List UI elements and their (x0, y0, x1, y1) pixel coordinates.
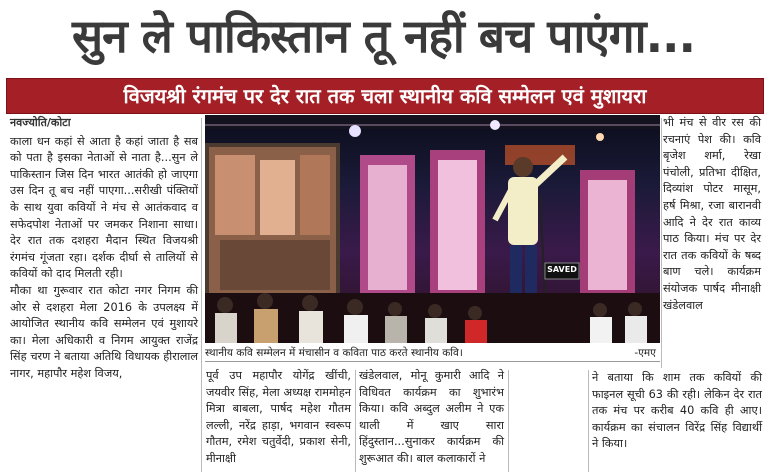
article-column-left (10, 115, 198, 383)
column-divider (355, 370, 356, 472)
column-divider (588, 370, 589, 472)
byline: नवज्योति/कोटा (10, 116, 71, 129)
article-column-bottom-2: खंडेलवाल, मोनू कुमारी आदि ने विधिवत कार्यक्रम का शुभारंभ किया। कवि अब्दुल अलीम ने एक थाली में खाए सारा हिंदुस्तान...सुनाकर कार्यक्रम की शुरूआत की। बाल कलाकारों ने (359, 369, 504, 465)
photo-caption (205, 345, 660, 362)
headline: सुन ले पाकिस्तान तू नहीं बच पाएंगा... (71, 9, 696, 63)
stage-photo-illustration (205, 115, 660, 343)
article-column-bottom-3: ने बताया कि शाम तक कवियों की फाइनल सूची 63 की रही। लेकिन देर रात तक मंच पर करीब 40 कवि ही आए। कार्यक्रम का संचालन विरेंद्र सिंह विद्यार्थी ने किया। (592, 371, 762, 451)
article-column-right: भी मंच से वीर रस की रचनाएं पेश की। कवि बृजेश शर्मा, रेखा पंचोली, प्रतिभा दीक्षित, दिव्यांश पोटर मासूम, हर्ष मिश्रा, रजा बारानवी आदि ने देर रात काव्य पाठ किया। मंच पर देर रात तक कवियों के षब्द बाण चले। कार्यक्रम संयोजक पार्षद मीनाक्षी खंडेलवाल (663, 116, 761, 312)
stage-screen-label: SAVED (547, 265, 577, 274)
photo-caption-text: स्थानीय कवि सम्मेलन में मंचासीन व कविता पाठ करते स्थानीय कवि। (205, 347, 463, 359)
event-photo (205, 115, 660, 343)
column-divider (508, 370, 509, 472)
subheadline: विजयश्री रंगमंच पर देर रात तक चला स्थानीय कवि सम्मेलन एवं मुशायरा (6, 78, 764, 114)
photo-credit: -एमए (634, 347, 656, 359)
column-divider (661, 118, 662, 368)
article-paragraph-1: काला धन कहां से आता है कहां जाता है सब को पता है इसका नेताओं से नाता है...सुन ले पाकिस्तान जिस दिन भारत आतंकी हो जाएगा उस दिन तू बच नहीं पाएगा...सरीखी पंक्तियों के साथ युवा कवियों ने मंच से आतंकवाद व सफेदपोश नेताओं पर जमकर निशाना साधा। देर रात तक दशहरा मैदान स्थित विजयश्री रंगमंच गूंजता रहा। दर्शक दीर्घा से तालियों से कवियों को दाद मिलती रही। (10, 134, 198, 281)
article-paragraph-2: मौका था गुरूवार रात कोटा नगर निगम की ओर से दशहरा मेला 2016 के उपलक्ष्य में आयोजित स्थानीय कवि सम्मेलन एवं मुशायरे का। मेला अधिकारी व निगम आयुक्त राजेंद्र सिंह चरण ने बताया अतिथि विधायक हीरालाल नागर, महापौर महेश विजय, (10, 283, 198, 380)
column-divider (201, 118, 202, 472)
article-column-bottom-1: पूर्व उप महापौर योगेंद्र खींची, जयवीर सिंह, मेला अध्यक्ष राममोहन मित्रा बाबला, पार्षद महेश गौतम लल्ली, नरेंद्र हाड़ा, भगवान स्वरूप गौतम, रमेश चतुर्वेदी, प्रकाश सेनी, मीनाक्षी (206, 369, 351, 465)
